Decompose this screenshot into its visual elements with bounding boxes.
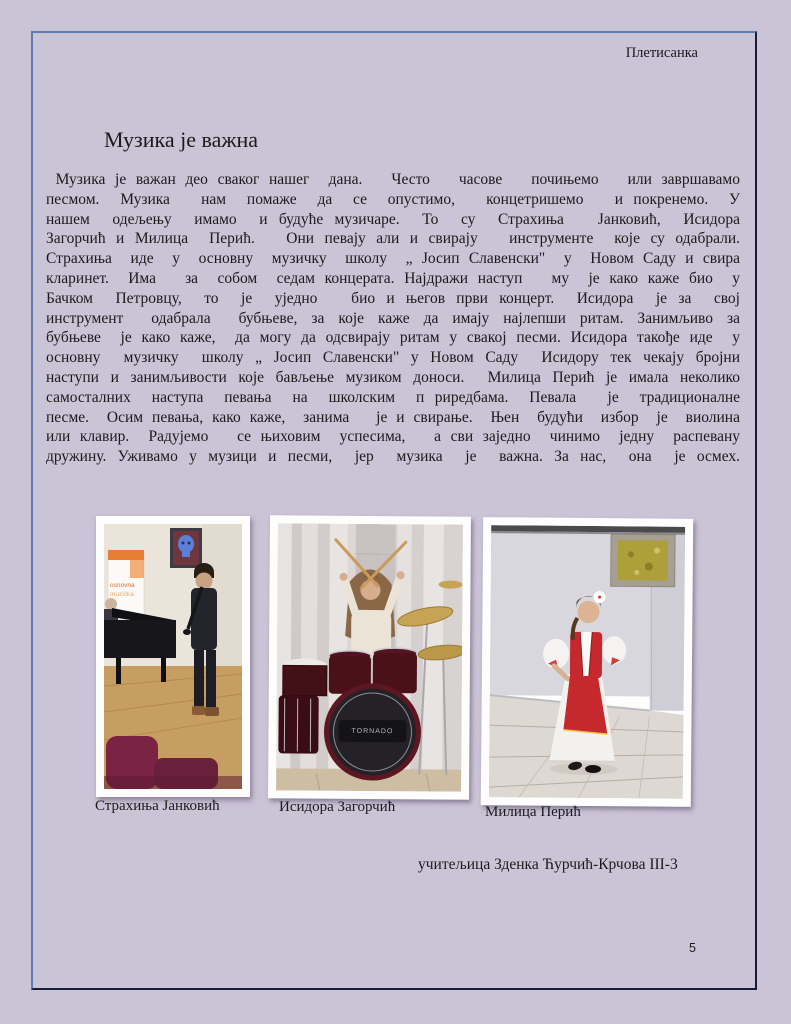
page-number: 5: [689, 941, 696, 955]
body-line: дружину. Уживамо у музици и песми, јер музика је важна. За нас, она је осмех.: [46, 448, 740, 466]
body-line: Загорчић и Милица Перић. Они певају али и свирају инструменте које су одабрали.: [46, 230, 740, 248]
photo-folk-costume-girl-image: [489, 525, 685, 799]
photo-clarinet-boy-image: [104, 524, 242, 789]
publication-header: Плетисанка: [625, 45, 698, 61]
body-line: основну музичку школу „ Јосип Славенски" у Новом Саду Исидору тек чекају бројни: [46, 349, 740, 367]
photo-caption: Исидора Загорчић: [279, 799, 396, 815]
article-body: [46, 170, 740, 467]
body-line: бубњеве је како каже, да могу да одсвирају ритам у свакој песми. Исидора такође иде у: [46, 329, 740, 347]
body-line: или клавир. Радујемо се њиховим успесима, а сви заједно чинимо једну распевану: [46, 428, 740, 446]
article-title: Музика је важна: [104, 127, 259, 152]
bass-drum-logo-text: TORNADO: [351, 727, 394, 736]
teacher-credit: учитељица Зденка Ћурчић-Крчова III-3: [418, 856, 678, 873]
banner-text-line1: osnovna: [110, 582, 135, 589]
photo-caption: Милица Перић: [485, 804, 581, 820]
photo-clarinet-boy: [96, 516, 250, 797]
body-line: самосталних наступа певања на школским п риредбама. Певала је традиционалне: [46, 388, 740, 406]
banner-text-line2: muzička: [110, 591, 134, 598]
body-line: кларинет. Има за собом седам концерата. Најдражи наступ му је како каже био у: [46, 269, 740, 287]
body-line: инструмент одабрала бубњеве, за које каже да имају најлепши ритам. Занимљиво за: [46, 309, 740, 327]
body-line: песмом. Музика нам помаже да се опустимо, концетришемо и покренемо. У: [46, 190, 740, 208]
body-line: Бачком Петровцу, то је уједно био и његов први концерт. Исидора је за свој: [46, 289, 740, 307]
body-line: Страхиња иде у основну музичку школу „ Јосип Славенски" у Новом Саду и свира: [46, 250, 740, 268]
photo-caption: Страхиња Јанковић: [95, 798, 220, 814]
photo-drummer-girl-image: [276, 523, 463, 791]
body-line: Музика је важан део сваког нашег дана. Често часове почињемо или завршавамо: [46, 171, 740, 188]
photo-drummer-girl: [268, 515, 471, 799]
body-line: наступи и занимљивости које бављење музиком доноси. Милица Перић је имала неколико: [46, 368, 740, 386]
body-line: нашем одељењу имамо и будуће музичаре. То су Страхиња Јанковић, Исидора: [46, 210, 740, 228]
body-line: песме. Осим певања, како каже, занима је и свирање. Њен будући избор је виолина: [46, 408, 740, 426]
photo-folk-costume-girl: [481, 517, 694, 807]
